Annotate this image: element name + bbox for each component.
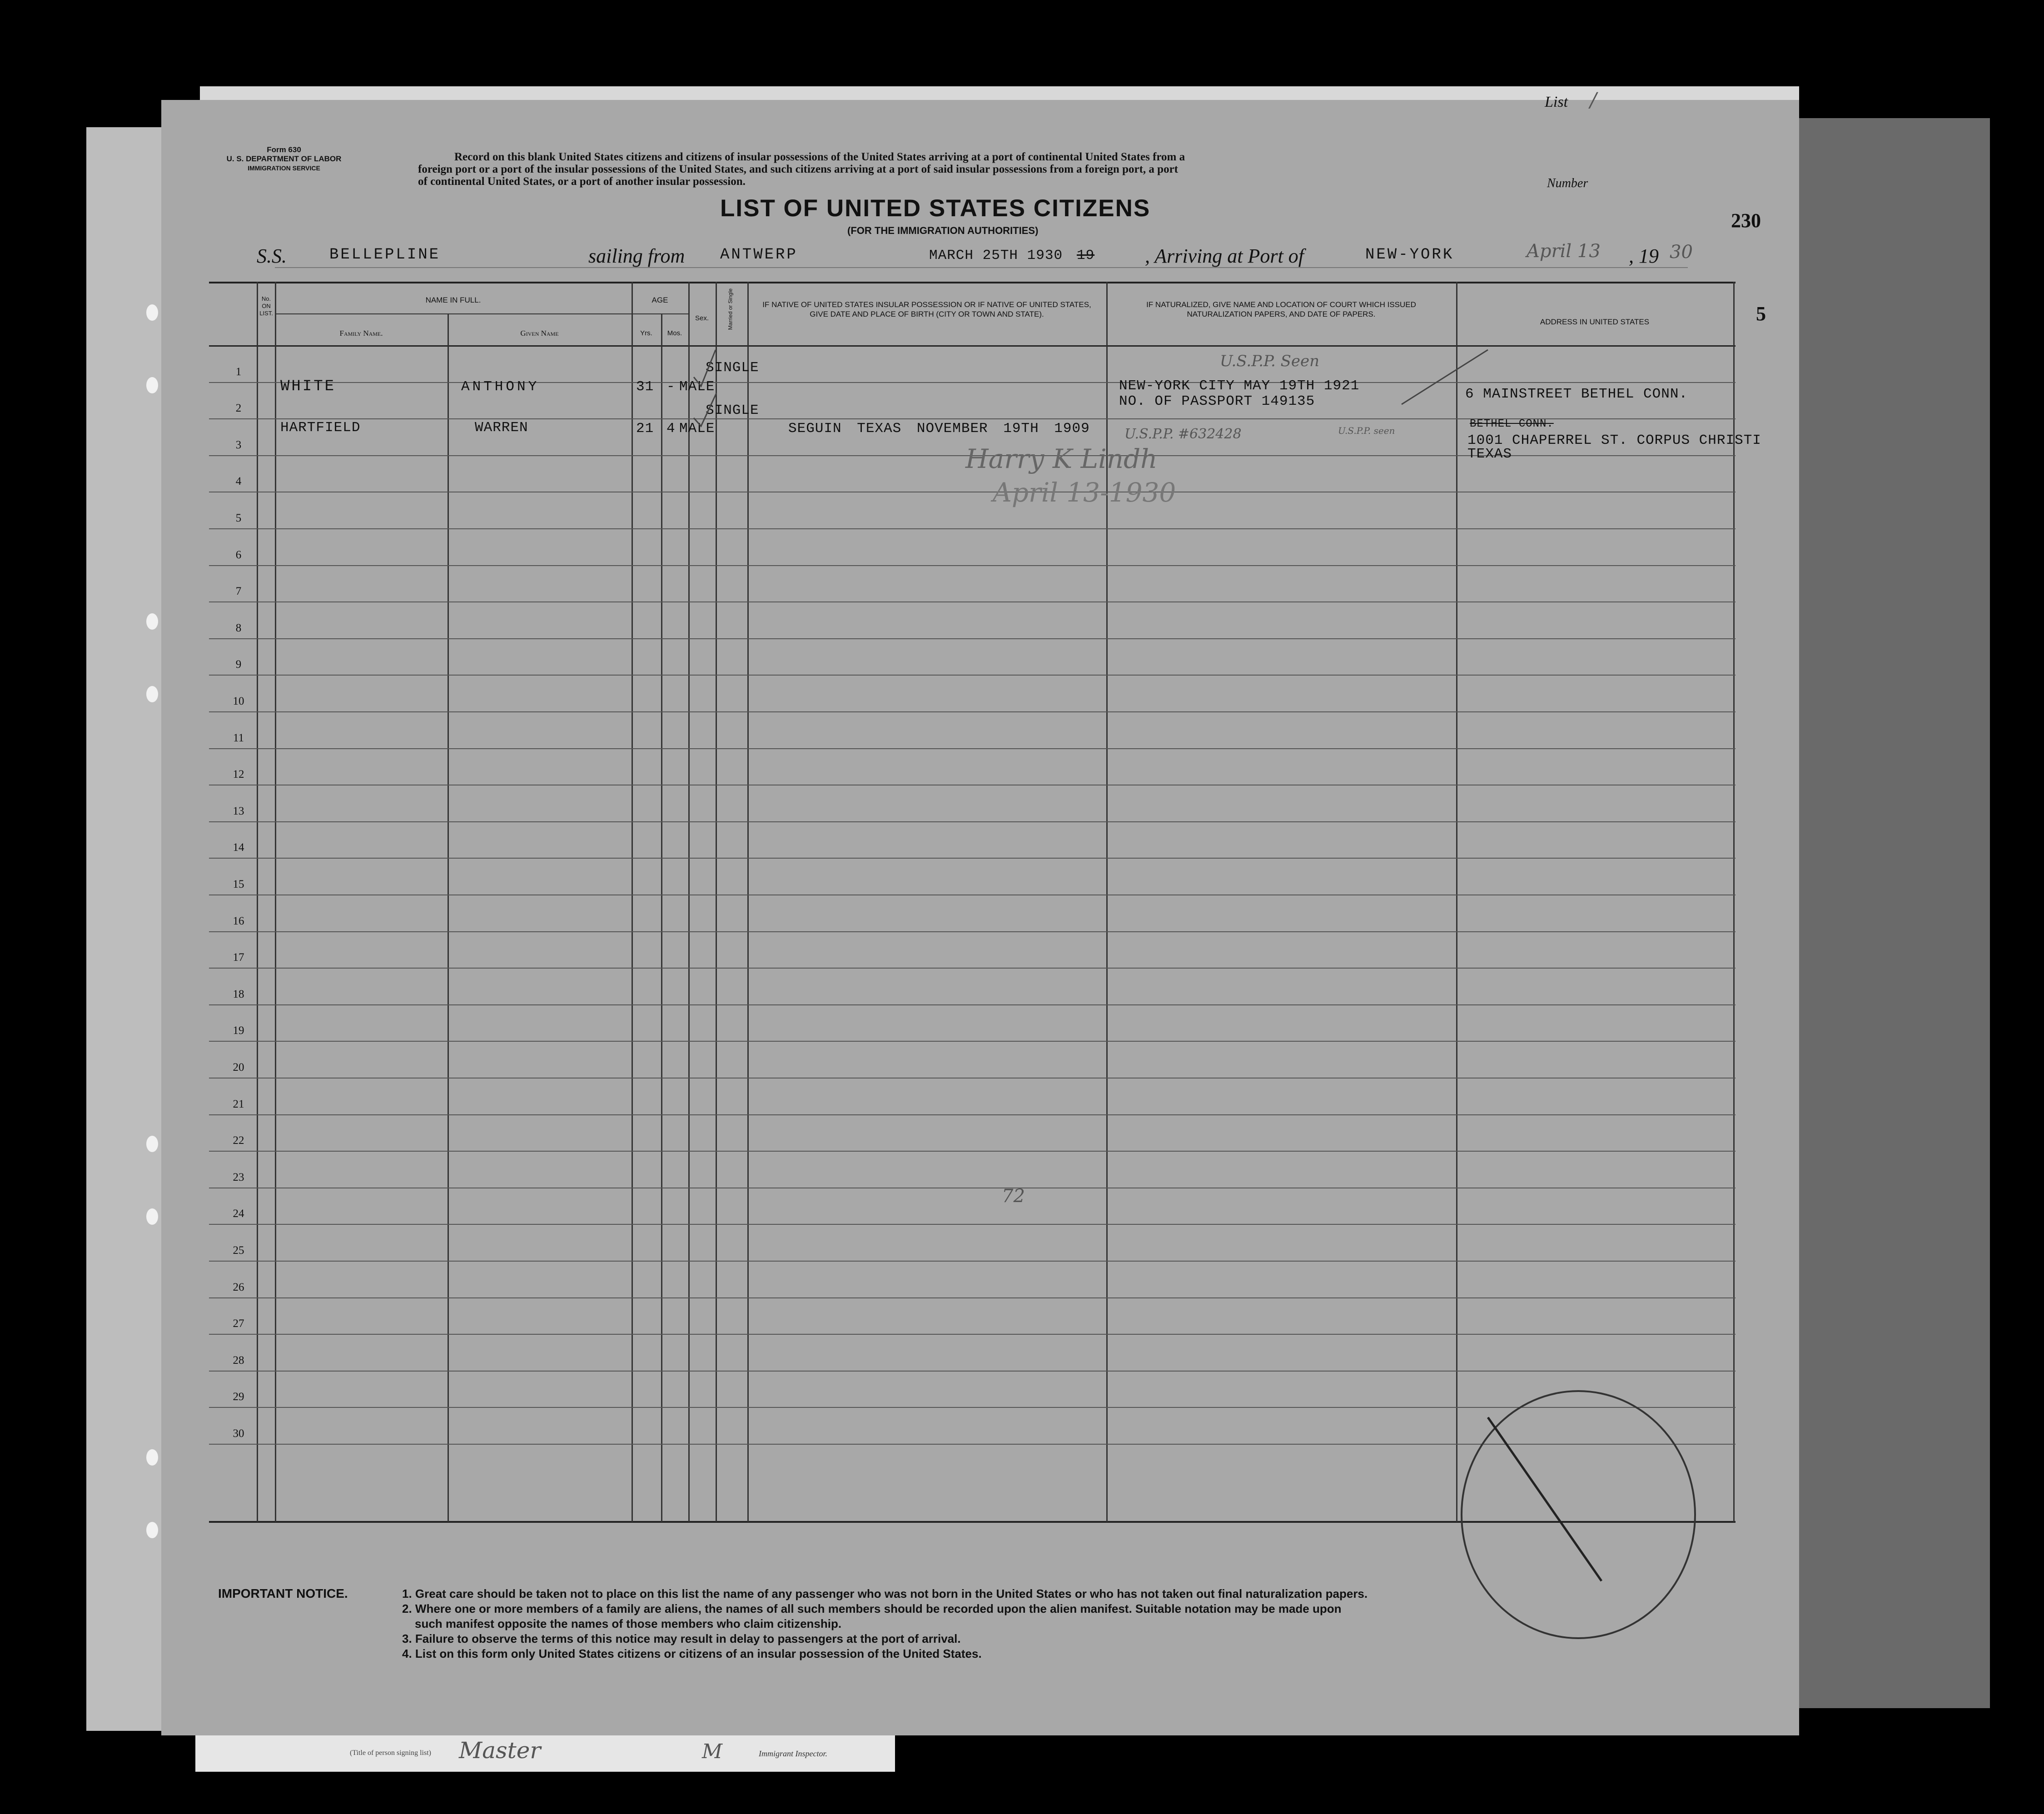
- stamp-slash: [1479, 1408, 1615, 1590]
- date-arrival-hand: April 13: [1527, 241, 1601, 262]
- given-name: WARREN: [475, 420, 528, 436]
- col-sex: Sex.: [695, 314, 709, 322]
- line-number: 11: [233, 731, 244, 744]
- row-rule: [209, 528, 1736, 529]
- inspector-label: Immigrant Inspector.: [759, 1749, 827, 1758]
- col-no-on-list: No. ON LIST.: [259, 295, 273, 317]
- line-number: 24: [233, 1208, 244, 1220]
- row-rule: [209, 1297, 1736, 1298]
- line-number: 12: [233, 768, 244, 781]
- line-number: 23: [233, 1171, 244, 1183]
- table-top-border: [209, 282, 1736, 283]
- row-rule: [209, 565, 1736, 566]
- service: IMMIGRATION SERVICE: [248, 164, 320, 172]
- binder-hole: [146, 1136, 158, 1152]
- list-label: List: [1545, 94, 1568, 110]
- sex: MALE: [679, 421, 715, 437]
- date-struck: 19: [1077, 248, 1095, 263]
- year-hand: 30: [1670, 242, 1693, 263]
- page-title: LIST OF UNITED STATES CITIZENS: [720, 195, 1151, 222]
- row-rule: [209, 821, 1736, 822]
- family-name: HARTFIELD: [280, 420, 361, 436]
- number-label: Number: [1547, 176, 1588, 190]
- row-rule: [209, 1151, 1736, 1152]
- ss-label: S.S.: [257, 245, 287, 267]
- row-rule: [209, 1334, 1736, 1335]
- line-number: 28: [233, 1354, 244, 1367]
- uspp-seen-annotation: U.S.P.P. seen: [1338, 425, 1395, 436]
- row-rule: [209, 968, 1736, 969]
- row-rule: [209, 1114, 1736, 1115]
- col-mos: Mos.: [667, 329, 682, 337]
- check-marks: [688, 345, 738, 436]
- line-number: 14: [233, 841, 244, 854]
- line-number: 5: [235, 512, 242, 524]
- line-number: 25: [233, 1244, 244, 1257]
- row-rule: [209, 1004, 1736, 1005]
- address-struck: BETHEL CONN.: [1470, 418, 1554, 430]
- notice-label: IMPORTANT NOTICE.: [218, 1586, 348, 1600]
- col-native: IF NATIVE OF UNITED STATES INSULAR POSSESSION OR IF NATIVE OF UNITED STATES, GIVE DATE AND PLACE OF BIRTH (CITY OR TOWN AND STATE).: [762, 300, 1091, 318]
- line-number: 4: [235, 475, 242, 488]
- col-naturalized: IF NATURALIZED, GIVE NAME AND LOCATION OF COURT WHICH ISSUED NATURALIZATION PAPERS, AND DATE OF PAPERS.: [1146, 300, 1416, 318]
- footer-strip: [195, 1735, 895, 1772]
- age-mos: -: [666, 379, 676, 395]
- line-number: 8: [235, 621, 242, 634]
- line-number: 30: [233, 1427, 244, 1440]
- header-bottom-border: [209, 345, 1736, 347]
- line-number: 26: [233, 1281, 244, 1293]
- uspp-seen-annotation: U.S.P.P. Seen: [1220, 352, 1320, 370]
- line-number: 22: [233, 1134, 244, 1147]
- line-number: 17: [233, 951, 244, 964]
- row-rule: [209, 711, 1736, 712]
- important-notice: 1. Great care should be taken not to place on this list the name of any passenger who was not born in the United States or who has not taken out final naturalization papers. 2. Where one or more members of a family are aliens, the names of all such members should be recorded upon the alien manifest. Suitable notation may be made upon such manifest opposite the names of those members who claim citizenship. 3. Failure to observe the terms of this notice may result in delay to passengers at the port of arrival. 4. List on this form only United States citizens or citizens of an insular possession of the United States.: [402, 1587, 1368, 1660]
- inspector-hand: M: [702, 1740, 723, 1763]
- margin-number: 5: [1756, 303, 1766, 325]
- date-sailed: MARCH 25TH 1930: [929, 248, 1063, 263]
- line-number: 16: [233, 914, 244, 927]
- row-rule: [209, 675, 1736, 676]
- line-number: 21: [233, 1098, 244, 1110]
- col-given-name: Given Name: [520, 329, 559, 338]
- arriving-label: , Arriving at Port of: [1145, 245, 1304, 267]
- line-number: 13: [233, 805, 244, 817]
- birth-place-date: SEGUIN TEXAS NOVEMBER 19TH 1909: [788, 421, 1090, 437]
- manifest-page: [161, 89, 1799, 1735]
- address-line-2: TEXAS: [1467, 446, 1512, 462]
- col-name-in-full: NAME IN FULL.: [425, 296, 481, 304]
- row-rule: [209, 1041, 1736, 1042]
- age-mos: 4: [666, 421, 676, 437]
- uspp-number-annotation: U.S.P.P. #632428: [1124, 426, 1242, 442]
- number-value: 230: [1731, 209, 1761, 232]
- passport-number: NO. OF PASSPORT 149135: [1119, 393, 1315, 409]
- signature-date: April 13-1930: [993, 477, 1176, 508]
- department: U. S. DEPARTMENT OF LABOR: [226, 154, 342, 163]
- line-number: 3: [235, 438, 242, 451]
- row-rule: [209, 1224, 1736, 1225]
- row-rule: [209, 601, 1736, 602]
- sex: MALE: [679, 379, 715, 395]
- sailing-from-label: sailing from: [588, 245, 685, 267]
- col-yrs: Yrs.: [640, 329, 652, 337]
- master-hand: Master: [459, 1737, 541, 1764]
- address: 6 MAINSTREET BETHEL CONN.: [1465, 386, 1688, 402]
- list-value: /: [1590, 89, 1597, 112]
- line-number: 6: [235, 548, 242, 561]
- line-number: 19: [233, 1024, 244, 1037]
- row-rule: [209, 931, 1736, 932]
- form-number: Form 630: [267, 145, 301, 154]
- line-number: 20: [233, 1061, 244, 1073]
- ship-name: BELLEPLINE: [329, 246, 441, 263]
- year-prefix: , 19: [1629, 245, 1659, 267]
- line-number: 15: [233, 878, 244, 890]
- naturalization: NEW-YORK CITY MAY 19TH 1921: [1119, 378, 1360, 394]
- pencil-stroke: [1397, 345, 1492, 413]
- binder-hole: [146, 686, 158, 702]
- line-number: 10: [233, 695, 244, 707]
- binder-hole: [146, 1522, 158, 1538]
- port-arrival: NEW-YORK: [1365, 246, 1454, 263]
- line-number: 1: [235, 365, 242, 378]
- line-number: 2: [235, 402, 242, 415]
- marital-status: SINGLE: [706, 403, 759, 418]
- binder-hole: [146, 1449, 158, 1466]
- col-age: AGE: [651, 296, 668, 304]
- line-number: 29: [233, 1391, 244, 1403]
- row-rule: [209, 748, 1736, 749]
- col-address: ADDRESS IN UNITED STATES: [1540, 318, 1650, 326]
- given-name: ANTHONY: [461, 379, 540, 395]
- line-number: 18: [233, 988, 244, 1000]
- binder-hole: [146, 1208, 158, 1225]
- binder-hole: [146, 304, 158, 321]
- line-number: 7: [235, 585, 242, 598]
- page-subtitle: (FOR THE IMMIGRATION AUTHORITIES): [847, 225, 1039, 236]
- age-yrs: 21: [636, 421, 654, 437]
- title-label: (Title of person signing list): [350, 1749, 431, 1757]
- row-rule: [209, 382, 1736, 383]
- address: 1001 CHAPERREL ST. CORPUS CHRISTI: [1467, 432, 1761, 448]
- marital-status: SINGLE: [706, 360, 759, 376]
- row-rule: [209, 1371, 1736, 1372]
- signature: Harry K Lindh: [965, 443, 1158, 474]
- age-yrs: 31: [636, 379, 654, 395]
- line-number: 27: [233, 1317, 244, 1330]
- row-rule: [209, 858, 1736, 859]
- family-name: WHITE: [280, 378, 336, 395]
- row-rule: [209, 1261, 1736, 1262]
- instructions: Record on this blank United States citizens and citizens of insular possessions of the United States arriving at a port of continental United States from a foreign port or a port of the insular possessions of the United States, and such citizens arriving at a port of said insular possessions from a foreign port, a port of continental United States, or a port of another insular possession.: [418, 151, 1185, 188]
- row-rule: [209, 638, 1736, 639]
- binder-hole: [146, 613, 158, 630]
- port-from: ANTWERP: [720, 246, 798, 263]
- col-family-name: Family Name.: [339, 329, 383, 338]
- binder-hole: [146, 377, 158, 393]
- line-number: 9: [235, 658, 242, 671]
- col-married-or-single: Married or Single: [727, 288, 734, 330]
- center-mark: 72: [1002, 1186, 1025, 1207]
- background-sheet: [1799, 118, 1990, 1708]
